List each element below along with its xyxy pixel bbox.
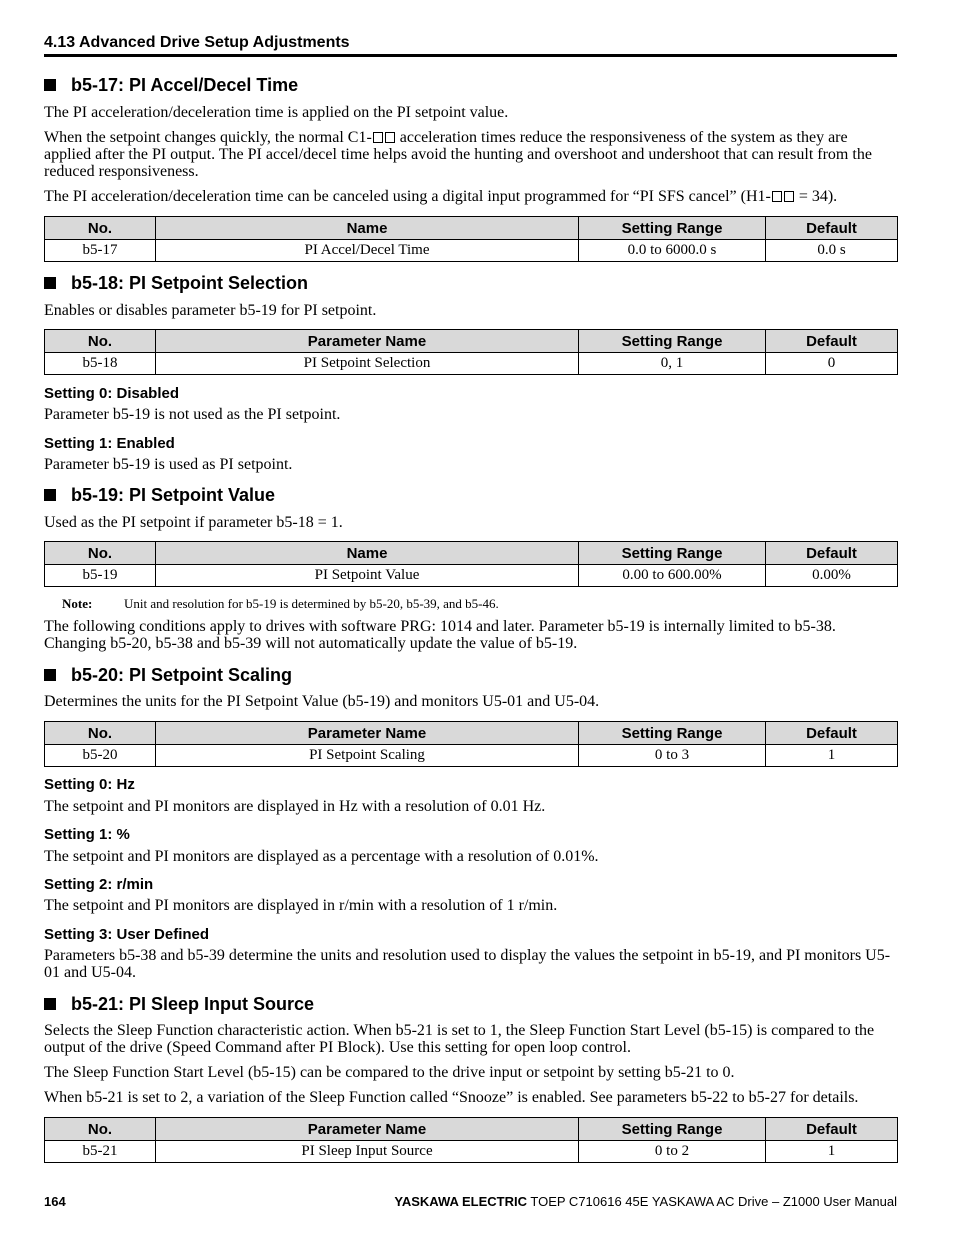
- note: [62, 596, 499, 611]
- section-title: b5-18: PI Setpoint Selection: [71, 273, 309, 293]
- paragraph: When b5-21 is set to 2, a variation of the Sleep Function called “Snooze” is enabled. See parameters b5-22 to b5-27 for details.: [44, 1089, 859, 1106]
- table-header-row: [45, 722, 898, 745]
- paragraph: The Sleep Function Start Level (b5-15) can be compared to the drive input or setpoint by setting b5-21 to 0.: [44, 1064, 735, 1081]
- section-b5-20-heading: [44, 665, 897, 685]
- parameter-table: [44, 216, 898, 262]
- table-header-cell: Default: [766, 330, 898, 353]
- table-cell: b5-21: [45, 1141, 156, 1163]
- table-header-cell: Name: [156, 542, 579, 565]
- paragraph: The setpoint and PI monitors are displayed in r/min with a resolution of 1 r/min.: [44, 897, 558, 914]
- paragraph: Selects the Sleep Function characteristic action. When b5-21 is set to 1, the Sleep Function Start Level (b5-15) is compared to the output of the drive (Speed Command after PI Block). Use this setting for open loop control.: [44, 1022, 875, 1056]
- table-row: [45, 240, 898, 262]
- paragraph: Determines the units for the PI Setpoint Value (b5-19) and monitors U5-01 and U5-04.: [44, 693, 600, 710]
- table-cell: 0, 1: [579, 353, 766, 375]
- paragraph: Used as the PI setpoint if parameter b5-18 = 1.: [44, 514, 343, 531]
- table-header-cell: Parameter Name: [156, 722, 579, 745]
- table-header-cell: Default: [766, 1118, 898, 1141]
- setting-heading: Setting 2: r/min: [44, 876, 154, 893]
- section-b5-17-heading: [44, 75, 897, 95]
- placeholder-box-icon: [784, 191, 794, 202]
- placeholder-box-icon: [385, 132, 395, 143]
- table-cell: 0.0 to 6000.0 s: [579, 240, 766, 262]
- paragraph: When the setpoint changes quickly, the normal C1- acceleration times reduce the responsiveness of the system as they are applied after the PI output. The PI accel/decel time helps avoid the hunting and overshoot and undershoot that can result from the reduced responsiveness.: [44, 129, 872, 180]
- table-cell: PI Setpoint Selection: [156, 353, 579, 375]
- table-cell: 0: [766, 353, 898, 375]
- section-title: b5-21: PI Sleep Input Source: [71, 994, 315, 1014]
- setting-heading: Setting 1: Enabled: [44, 435, 175, 452]
- table-row: [45, 745, 898, 767]
- table-cell: b5-18: [45, 353, 156, 375]
- table-header-cell: Default: [766, 217, 898, 240]
- footer-brand: YASKAWA ELECTRIC: [394, 1194, 528, 1209]
- table-cell: b5-20: [45, 745, 156, 767]
- table-cell: PI Setpoint Scaling: [156, 745, 579, 767]
- table-header-cell: No.: [45, 217, 156, 240]
- bullet-square-icon: [44, 79, 56, 91]
- section-b5-18-heading: [44, 273, 897, 293]
- section-title: b5-19: PI Setpoint Value: [71, 485, 276, 505]
- section-b5-21-heading: [44, 994, 897, 1014]
- table-cell: 0 to 3: [579, 745, 766, 767]
- paragraph: The PI acceleration/deceleration time is applied on the PI setpoint value.: [44, 104, 509, 121]
- footer-manual: TOEP C710616 45E YASKAWA AC Drive – Z1000 User Manual: [527, 1194, 897, 1209]
- parameter-table: [44, 1117, 898, 1163]
- paragraph: The PI acceleration/deceleration time can be canceled using a digital input programmed for “PI SFS cancel” (H1- = 34).: [44, 188, 838, 205]
- table-header-cell: Parameter Name: [156, 1118, 579, 1141]
- paragraph: Parameter b5-19 is used as PI setpoint.: [44, 456, 293, 473]
- table-cell: 0.00 to 600.00%: [579, 565, 766, 587]
- paragraph: Parameters b5-38 and b5-39 determine the units and resolution used to display the values the setpoint in b5-19, and PI monitors U5-01 and U5-04.: [44, 947, 891, 981]
- parameter-table: [44, 329, 898, 375]
- bullet-square-icon: [44, 998, 56, 1010]
- table-cell: 0.00%: [766, 565, 898, 587]
- section-b5-19-heading: [44, 485, 897, 505]
- paragraph: Enables or disables parameter b5-19 for PI setpoint.: [44, 302, 377, 319]
- table-header-cell: Default: [766, 722, 898, 745]
- table-cell: b5-19: [45, 565, 156, 587]
- setting-heading: Setting 0: Disabled: [44, 385, 180, 402]
- table-cell: 0.0 s: [766, 240, 898, 262]
- table-cell: 1: [766, 1141, 898, 1163]
- table-header-row: [45, 330, 898, 353]
- table-cell: PI Accel/Decel Time: [156, 240, 579, 262]
- setting-heading: Setting 0: Hz: [44, 776, 135, 793]
- table-header-cell: Setting Range: [579, 1118, 766, 1141]
- setting-heading: Setting 3: User Defined: [44, 926, 210, 943]
- note-text: Unit and resolution for b5-19 is determined by b5-20, b5-39, and b5-46.: [124, 596, 499, 611]
- table-header-row: [45, 542, 898, 565]
- bullet-square-icon: [44, 277, 56, 289]
- table-row: [45, 565, 898, 587]
- table-header-cell: Setting Range: [579, 217, 766, 240]
- table-header-cell: No.: [45, 542, 156, 565]
- header-rule: [44, 54, 897, 57]
- table-cell: b5-17: [45, 240, 156, 262]
- table-header-cell: No.: [45, 722, 156, 745]
- paragraph: The setpoint and PI monitors are displayed in Hz with a resolution of 0.01 Hz.: [44, 798, 546, 815]
- paragraph: The setpoint and PI monitors are displayed as a percentage with a resolution of 0.01%.: [44, 848, 599, 865]
- table-header-row: [45, 217, 898, 240]
- table-cell: 0 to 2: [579, 1141, 766, 1163]
- bullet-square-icon: [44, 489, 56, 501]
- parameter-table: [44, 541, 898, 587]
- page-number: 164: [44, 1194, 66, 1209]
- section-title: b5-17: PI Accel/Decel Time: [71, 75, 299, 95]
- table-header-cell: Parameter Name: [156, 330, 579, 353]
- setting-heading: Setting 1: %: [44, 826, 130, 843]
- note-label: Note:: [62, 596, 93, 611]
- paragraph: Parameter b5-19 is not used as the PI setpoint.: [44, 406, 341, 423]
- table-row: [45, 353, 898, 375]
- table-row: [45, 1141, 898, 1163]
- running-header: 4.13 Advanced Drive Setup Adjustments: [44, 34, 350, 51]
- section-title: b5-20: PI Setpoint Scaling: [71, 665, 293, 685]
- table-header-cell: Setting Range: [579, 722, 766, 745]
- table-header-cell: No.: [45, 1118, 156, 1141]
- placeholder-box-icon: [772, 191, 782, 202]
- table-header-row: [45, 1118, 898, 1141]
- table-header-cell: Setting Range: [579, 542, 766, 565]
- bullet-square-icon: [44, 669, 56, 681]
- table-header-cell: No.: [45, 330, 156, 353]
- footer-manual-title: [394, 1194, 897, 1209]
- table-header-cell: Name: [156, 217, 579, 240]
- parameter-table: [44, 721, 898, 767]
- table-header-cell: Setting Range: [579, 330, 766, 353]
- table-cell: PI Sleep Input Source: [156, 1141, 579, 1163]
- table-cell: PI Setpoint Value: [156, 565, 579, 587]
- placeholder-box-icon: [373, 132, 383, 143]
- paragraph: The following conditions apply to drives with software PRG: 1014 and later. Parameter b5-19 is internally limited to b5-38. Changing b5-20, b5-38 and b5-39 will not automatically update the value of b5-19.: [44, 618, 836, 652]
- table-cell: 1: [766, 745, 898, 767]
- table-header-cell: Default: [766, 542, 898, 565]
